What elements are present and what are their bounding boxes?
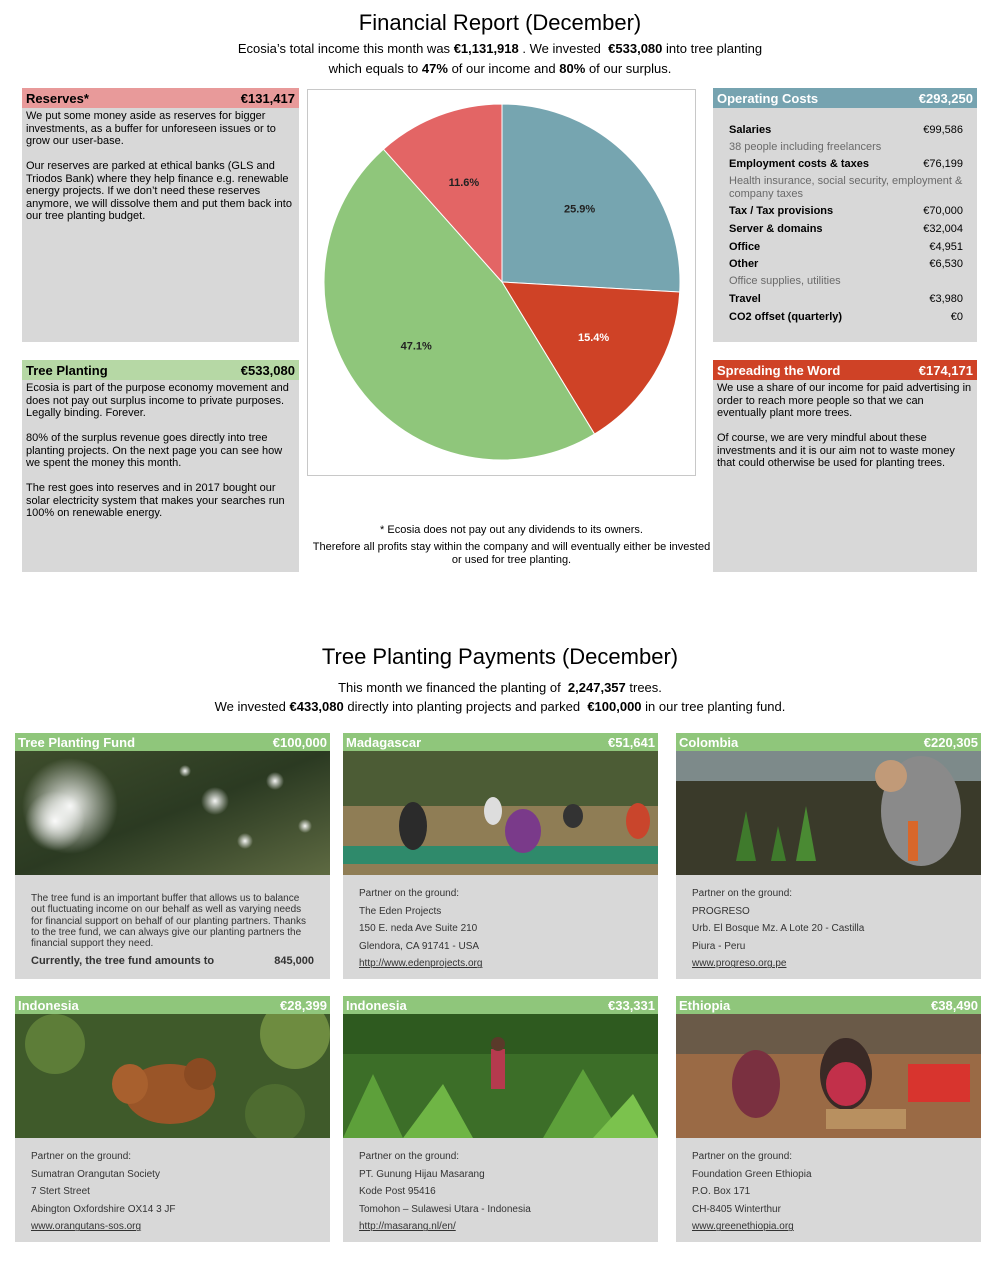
tree-fund-total-value: 845,000 — [274, 955, 314, 968]
cost-label: Salaries — [729, 124, 772, 136]
project-amount: €220,305 — [923, 734, 978, 750]
cost-label: Employment costs & taxes — [729, 158, 869, 171]
tree-planting-amount: €533,080 — [240, 362, 295, 378]
cost-label: Server & domains — [729, 222, 823, 235]
pie-slice-label: 47.1% — [400, 340, 432, 353]
partner-address: Kode Post 95416 — [359, 1186, 436, 1198]
reserves-text-2: Our reserves are parked at ethical banks (GLS and Triodos Bank) where they help finance e.g. renewable energy projects. If we don’t need these reserves anymore, we will dissolve them and put them back into our tree planting budget. — [26, 160, 292, 222]
total-income: €1,131,918 — [453, 41, 519, 56]
project-country: Colombia — [679, 734, 739, 750]
cost-row — [729, 122, 963, 140]
project-country: Indonesia — [18, 997, 79, 1013]
partner-address: P.O. Box 171 — [692, 1186, 751, 1198]
cost-value: €99,586 — [923, 124, 963, 136]
tree-planting-header: Tree Planting €533,080 — [22, 360, 299, 380]
cost-label: Office — [729, 240, 761, 253]
spreading-amount: €174,171 — [918, 362, 973, 378]
partner-name: Sumatran Orangutan Society — [31, 1168, 160, 1180]
partner-city: Piura - Peru — [692, 940, 746, 952]
partner-link[interactable]: http://www.edenprojects.org — [359, 958, 483, 970]
cost-value: €4,951 — [929, 240, 963, 253]
cost-value: €70,000 — [923, 205, 963, 218]
partner-name: PT. Gunung Hijau Masarang — [359, 1168, 485, 1180]
surplus-percentage: 80% — [559, 61, 586, 76]
tree-fund-total: Currently, the tree fund amounts to 845,000 — [31, 955, 314, 968]
partner-city: Abington Oxfordshire OX14 3 JF — [31, 1203, 176, 1215]
spreading-box — [713, 360, 977, 572]
cost-label: CO2 offset (quarterly) — [729, 310, 843, 323]
partner-link[interactable]: www.orangutans-sos.org — [31, 1221, 142, 1233]
tree-planting-box — [22, 360, 299, 572]
pie-slice-label: 15.4% — [577, 331, 610, 344]
orangutan-photo — [15, 1014, 330, 1138]
cost-row — [729, 156, 963, 174]
project-card-indonesia-1: Indonesia €28,399 Partner on the ground: Sumatran Orangutan Society 7 Stert Street Abington Oxfordshire OX14 3 JF www.orangutans-sos.org — [15, 996, 330, 1242]
partner-address: 150 E. neda Ave Suite 210 — [359, 923, 478, 935]
project-amount: €38,490 — [931, 997, 978, 1013]
reserves-box — [22, 88, 299, 342]
partner-name: Foundation Green Ethiopia — [692, 1168, 812, 1180]
project-country: Madagascar — [346, 734, 422, 750]
partner-city: Glendora, CA 91741 - USA — [359, 940, 480, 952]
partner-link[interactable]: http://masarang.nl/en/ — [359, 1221, 456, 1233]
partner-address: 7 Stert Street — [31, 1186, 90, 1198]
cost-note: 38 people including freelancers — [729, 140, 882, 153]
cost-row — [729, 203, 963, 221]
cost-label: Other — [729, 258, 759, 271]
partner-city: CH-8405 Winterthur — [692, 1203, 781, 1215]
tree-planting-text-1: Ecosia is part of the purpose economy movement and does not pay out surplus income to private purposes. Legally binding. Forever. — [26, 382, 289, 419]
cost-row — [729, 239, 963, 257]
tree-fund-text: The tree fund is an important buffer that allows us to balance out fluctuating income on our behalf as well as varying needs for financial support on behalf of our planting partners. Thanks to the tree fund, we can always give our planting partners the financial support they need. — [31, 893, 306, 950]
operating-costs-amount: €293,250 — [918, 90, 973, 106]
partner-link[interactable]: www.progreso.org.pe — [692, 958, 787, 970]
pie-slice-label: 11.6% — [448, 177, 480, 190]
partner-name: PROGRESO — [692, 905, 750, 917]
cost-row — [729, 309, 963, 327]
project-country: Ethiopia — [679, 997, 731, 1013]
cost-value: €32,004 — [923, 222, 963, 235]
ethiopia-photo — [676, 1014, 981, 1138]
reserves-text-1: We put some money aside as reserves for bigger investments, as a buffer for unforeseen issues or to grow our user-base. — [26, 110, 276, 147]
operating-costs-header: Operating Costs €293,250 — [713, 88, 977, 108]
operating-costs-box — [713, 88, 977, 342]
fund-parked: €100,000 — [587, 699, 642, 714]
income-pie-chart — [307, 89, 696, 476]
tree-fund-card — [15, 733, 330, 979]
project-card-ethiopia: Ethiopia €38,490 Partner on the ground: Foundation Green Ethiopia P.O. Box 171 CH-8405 Winterthur www.greenethiopia.org — [676, 996, 981, 1242]
cost-value: €0 — [950, 310, 963, 323]
cost-value: €76,199 — [923, 158, 963, 171]
operating-costs-list — [713, 108, 977, 326]
reserves-amount: €131,417 — [240, 90, 295, 106]
spreading-header: Spreading the Word €174,171 — [713, 360, 977, 380]
report-title: Financial Report (December) — [358, 10, 642, 35]
payments-summary-line-2: We invested €433,080 directly into planting projects and parked €100,000 in our tree planting fund. — [214, 699, 786, 714]
tree-fund-amount: €100,000 — [272, 734, 327, 750]
project-country: Indonesia — [346, 997, 407, 1013]
partner-address: Urb. El Bosque Mz. A Lote 20 - Castilla — [692, 923, 865, 935]
cost-row — [729, 221, 963, 239]
cost-value: €3,980 — [929, 292, 963, 305]
tree-fund-header: Tree Planting Fund €100,000 — [15, 733, 330, 751]
partner-name: The Eden Projects — [359, 905, 442, 917]
forest-photo — [343, 1014, 658, 1138]
project-amount: €33,331 — [608, 997, 655, 1013]
report-summary-line-2: which equals to 47% of our income and 80% of our surplus. — [328, 61, 672, 76]
partner-city: Tomohon – Sulawesi Utara - Indonesia — [359, 1203, 531, 1215]
project-card-madagascar: Madagascar €51,641 Partner on the ground: The Eden Projects 150 E. neda Ave Suite 210 Glendora, CA 91741 - USA http://www.edenprojects.org — [343, 733, 658, 979]
project-card-indonesia-2: Indonesia €33,331 Partner on the ground: PT. Gunung Hijau Masarang Kode Post 95416 Tomohon – Sulawesi Utara - Indonesia http://masarang.nl/en/ — [343, 996, 658, 1242]
colombia-photo — [676, 751, 981, 875]
tree-planting-text-2: 80% of the surplus revenue goes directly into tree planting projects. On the next page you can see how we spent the money this month. — [26, 432, 283, 469]
cost-row — [729, 291, 963, 309]
cost-note: Health insurance, social security, employment & company taxes — [729, 175, 963, 200]
pie-chart-svg — [308, 90, 697, 477]
pie-slice-label: 25.9% — [564, 203, 596, 216]
cost-row — [729, 256, 963, 274]
project-amount: €51,641 — [608, 734, 655, 750]
footnote-1: * Ecosia does not pay out any dividends to its owners. — [380, 524, 643, 536]
report-summary-line-1: Ecosia’s total income this month was €1,131,918 . We invested €533,080 into tree planting — [237, 41, 763, 56]
project-card-colombia: Colombia €220,305 Partner on the ground: PROGRESO Urb. El Bosque Mz. A Lote 20 - Castilla Piura - Peru www.progreso.org.pe — [676, 733, 981, 979]
dandelion-photo — [15, 751, 330, 875]
spreading-text-2: Of course, we are very mindful about these investments and it is our aim not to waste money that could otherwise be used for planting trees. — [717, 432, 955, 469]
cost-label: Travel — [729, 292, 761, 305]
reserves-header: Reserves* €131,417 — [22, 88, 299, 108]
cost-label: Tax / Tax provisions — [729, 205, 834, 218]
pie-slice — [502, 104, 680, 292]
spreading-text-1: We use a share of our income for paid advertising in order to reach more people so that we can eventually plant more trees. — [717, 382, 972, 419]
payments-title: Tree Planting Payments (December) — [321, 644, 679, 669]
partner-link[interactable]: www.greenethiopia.org — [692, 1221, 794, 1233]
trees-count: 2,247,357 — [567, 680, 626, 695]
income-percentage: 47% — [421, 61, 448, 76]
invested-amount: €533,080 — [608, 41, 663, 56]
footnote-2: Therefore all profits stay within the company and will eventually either be invested or used for tree planting. — [312, 541, 711, 566]
madagascar-photo — [343, 751, 658, 875]
planting-invested: €433,080 — [289, 699, 344, 714]
payments-summary-line-1: This month we financed the planting of 2,247,357 trees. — [338, 680, 662, 695]
tree-planting-text-3: The rest goes into reserves and in 2017 bought our solar electricity system that makes your searches run 100% on renewable energy. — [26, 482, 285, 519]
project-amount: €28,399 — [280, 997, 327, 1013]
cost-value: €6,530 — [929, 258, 963, 271]
cost-note: Office supplies, utilities — [729, 275, 841, 288]
